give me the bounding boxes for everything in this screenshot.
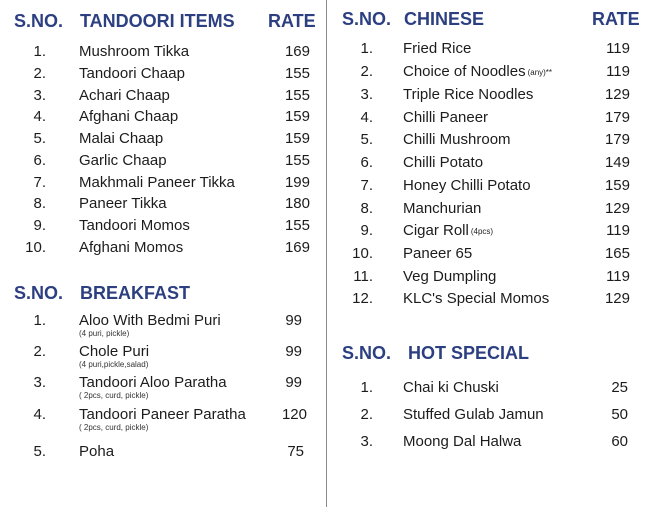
item-rate: 169	[284, 43, 310, 60]
item-number: 1.	[33, 43, 46, 60]
item-name: Manchurian	[403, 200, 482, 217]
item-number: 3.	[360, 86, 373, 103]
chinese-title: CHINESE	[404, 9, 485, 29]
item-number: 1.	[33, 312, 46, 329]
item-name: Tandoori Aloo Paratha	[79, 374, 227, 391]
item-number: 8.	[33, 195, 46, 212]
item-rate: 165	[604, 245, 630, 262]
item-rate: 119	[606, 40, 630, 57]
item-number: 1.	[360, 379, 373, 396]
item-name: Chilli Potato	[403, 154, 484, 171]
item-number: 2.	[33, 65, 46, 82]
item-rate: 179	[604, 131, 630, 148]
chinese-rate-header: RATE	[592, 9, 640, 29]
item-rate: 50	[611, 406, 628, 423]
item-number: 3.	[33, 374, 46, 391]
item-number: 2.	[33, 343, 46, 360]
item-name: Afghani Chaap	[79, 108, 179, 125]
item-number: 5.	[33, 443, 46, 460]
item-name: Tandoori Momos	[79, 217, 190, 234]
column-divider	[326, 0, 327, 507]
item-name: Paneer 65	[403, 245, 473, 262]
item-rate: 159	[284, 130, 310, 147]
item-number: 8.	[360, 200, 373, 217]
item-name: Chai ki Chuski	[403, 379, 499, 396]
item-rate: 99	[285, 374, 302, 391]
item-number: 10.	[25, 239, 46, 256]
item-description: ( 2pcs, curd, pickle)	[79, 391, 149, 400]
item-number: 4.	[360, 109, 373, 126]
item-name: Veg Dumpling	[403, 268, 497, 285]
item-description: (4 puri, pickle)	[79, 329, 130, 338]
item-name	[403, 222, 493, 239]
breakfast-sno-header: S.NO.	[14, 283, 64, 303]
item-name: Malai Chaap	[79, 130, 164, 147]
item-name: Poha	[79, 443, 115, 460]
breakfast-title: BREAKFAST	[80, 283, 191, 303]
item-name: Mushroom Tikka	[79, 43, 190, 60]
item-number: 7.	[360, 177, 373, 194]
item-name	[403, 63, 552, 80]
item-rate: 99	[285, 343, 302, 360]
item-rate: 25	[611, 379, 628, 396]
item-rate: 120	[281, 406, 307, 423]
item-note: (4pcs)	[470, 227, 494, 236]
item-number: 11.	[353, 268, 373, 285]
item-name: Paneer Tikka	[79, 195, 167, 212]
item-rate: 129	[604, 200, 630, 217]
item-number: 4.	[33, 108, 46, 125]
item-rate: 155	[284, 87, 310, 104]
item-number: 6.	[360, 154, 373, 171]
tandoori-title: TANDOORI ITEMS	[80, 11, 235, 31]
item-number: 4.	[33, 406, 46, 423]
item-rate: 119	[606, 268, 630, 285]
item-description: ( 2pcs, curd, pickle)	[79, 423, 149, 432]
hot-special-sno-header: S.NO.	[342, 343, 392, 363]
item-number: 3.	[33, 87, 46, 104]
item-number: 9.	[33, 217, 46, 234]
item-name: Honey Chilli Potato	[403, 177, 531, 194]
item-rate: 180	[284, 195, 310, 212]
item-rate: 119	[606, 222, 630, 239]
item-name: Chilli Paneer	[403, 109, 489, 126]
item-number: 2.	[360, 63, 373, 80]
item-number: 10.	[352, 245, 373, 262]
item-number: 5.	[360, 131, 373, 148]
item-name: Stuffed Gulab Jamun	[403, 406, 544, 423]
item-number: 9.	[360, 222, 373, 239]
item-number: 5.	[33, 130, 46, 147]
item-number: 6.	[33, 152, 46, 169]
item-rate: 155	[284, 65, 310, 82]
item-rate: 99	[285, 312, 302, 329]
item-rate: 169	[284, 239, 310, 256]
item-rate: 199	[284, 174, 310, 191]
tandoori-sno-header: S.NO.	[14, 11, 64, 31]
tandoori-rate-header: RATE	[268, 11, 316, 31]
item-number: 7.	[33, 174, 46, 191]
item-name-text: Choice of Noodles	[403, 63, 526, 80]
item-number: 2.	[360, 406, 373, 423]
item-name: Achari Chaap	[79, 87, 170, 104]
item-number: 12.	[352, 290, 373, 307]
item-name: Moong Dal Halwa	[403, 433, 522, 450]
item-rate: 119	[606, 63, 630, 80]
item-name: Tandoori Chaap	[79, 65, 185, 82]
item-rate: 75	[287, 443, 304, 460]
item-name: Fried Rice	[403, 40, 472, 57]
chinese-sno-header: S.NO.	[342, 9, 392, 29]
item-name: KLC's Special Momos	[403, 290, 550, 307]
item-rate: 159	[284, 108, 310, 125]
item-name: Triple Rice Noodles	[403, 86, 534, 103]
item-rate: 155	[284, 217, 310, 234]
item-rate: 179	[604, 109, 630, 126]
item-rate: 159	[604, 177, 630, 194]
item-name: Chole Puri	[79, 343, 150, 360]
item-name: Tandoori Paneer Paratha	[79, 406, 246, 423]
item-number: 3.	[360, 433, 373, 450]
item-rate: 149	[604, 154, 630, 171]
item-name-text: Cigar Roll	[403, 222, 469, 239]
item-number: 1.	[360, 40, 373, 57]
item-rate: 129	[604, 86, 630, 103]
item-name: Chilli Mushroom	[403, 131, 511, 148]
item-rate: 60	[611, 433, 628, 450]
hot-special-title: HOT SPECIAL	[408, 343, 530, 363]
item-note: (any)**	[527, 68, 553, 77]
item-name: Aloo With Bedmi Puri	[79, 312, 221, 329]
item-name: Garlic Chaap	[79, 152, 167, 169]
item-rate: 129	[604, 290, 630, 307]
item-rate: 155	[284, 152, 310, 169]
item-description: (4 puri,pickle,salad)	[79, 360, 149, 369]
item-name: Afghani Momos	[79, 239, 184, 256]
item-name: Makhmali Paneer Tikka	[79, 174, 235, 191]
